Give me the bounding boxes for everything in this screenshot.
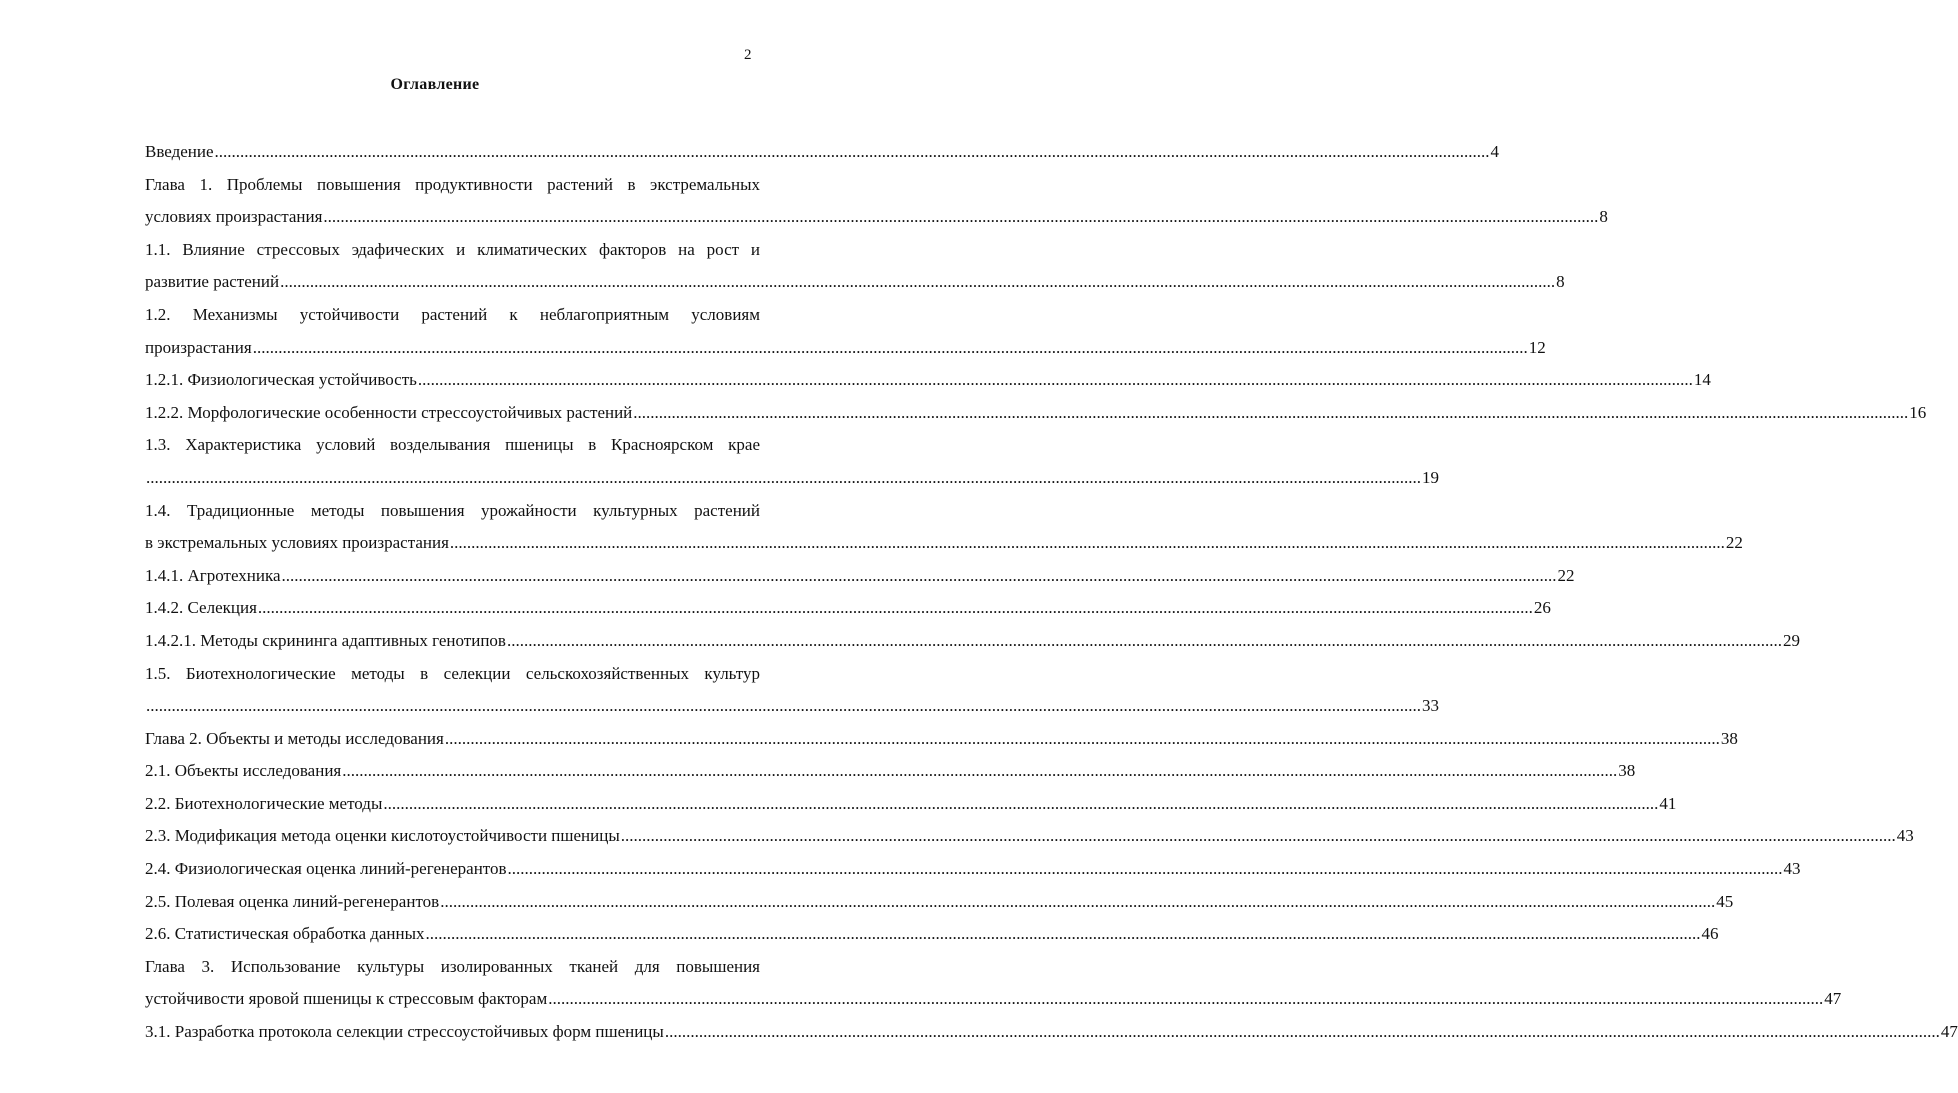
- dot-leader: ............................................................................................................................................................................................................................................................................................................: [506, 630, 1782, 650]
- toc-page-number: 46: [1701, 924, 1719, 944]
- dot-leader: ............................................................................................................................................................................................................................................................................................................: [548, 989, 1824, 1009]
- toc-entry-text: Глава 2. Объекты и методы исследования: [145, 728, 444, 748]
- toc-entry-line: [145, 592, 1551, 625]
- toc-title: Оглавление: [390, 76, 480, 93]
- toc-entry-text: Введение: [145, 142, 214, 161]
- toc-page-number: 22: [1557, 565, 1575, 585]
- toc-entry-heading-line: 1.5. Биотехнологические методы в селекции сельскохозяйственных культур: [145, 663, 760, 683]
- toc-entry-line: [145, 462, 1439, 495]
- dot-leader: ............................................................................................................................................................................................................................................................................................................: [664, 1022, 1940, 1042]
- toc-entry-text: 1.4.2. Селекция: [145, 598, 257, 618]
- toc-page-number: 16: [1909, 402, 1927, 422]
- toc-entry[interactable]: [145, 1016, 1958, 1049]
- toc-page-number: 45: [1716, 891, 1734, 911]
- toc-entry[interactable]: [145, 788, 1677, 821]
- dot-leader: ............................................................................................................................................................................................................................................................................................................: [620, 826, 1896, 846]
- toc-entry-text: 1.4.2.1. Методы скрининга адаптивных генотипов: [145, 630, 506, 650]
- toc-entry[interactable]: [145, 592, 1551, 625]
- toc-entry-text: в экстремальных условиях произрастания: [145, 533, 449, 553]
- toc-page-number: 8: [1556, 272, 1565, 292]
- dot-leader: ............................................................................................................................................................................................................................................................................................................: [417, 370, 1693, 390]
- dot-leader: ............................................................................................................................................................................................................................................................................................................: [507, 859, 1783, 879]
- toc-entry-line: [145, 886, 1734, 919]
- toc-entry-text: развитие растений: [145, 272, 280, 292]
- toc-entry[interactable]: [145, 429, 1439, 494]
- toc-entry[interactable]: [145, 495, 1743, 560]
- toc-entry-text: 2.6. Статистическая обработка данных: [145, 924, 425, 944]
- toc-entry-line: [145, 332, 1546, 365]
- toc-page-number: 38: [1720, 728, 1738, 748]
- table-of-contents: [145, 136, 1958, 1049]
- dot-leader: ............................................................................................................................................................................................................................................................................................................: [444, 728, 1720, 748]
- toc-entry[interactable]: [145, 723, 1738, 756]
- toc-entry-text: 1.2.1. Физиологическая устойчивость: [145, 370, 417, 390]
- toc-entry-heading-line: Глава 1. Проблемы повышения продуктивности растений в экстремальных: [145, 174, 760, 194]
- toc-page-number: 47: [1940, 1022, 1958, 1042]
- toc-entry-text: 2.2. Биотехнологические методы: [145, 793, 383, 813]
- toc-entry[interactable]: [145, 886, 1734, 919]
- toc-entry-text: 2.3. Модификация метода оценки кислотоустойчивости пшеницы: [145, 826, 620, 846]
- toc-entry-line: [145, 560, 1575, 593]
- toc-page-number: 29: [1782, 630, 1800, 650]
- toc-entry-text: произрастания: [145, 337, 252, 357]
- toc-page-number: 22: [1725, 533, 1743, 553]
- toc-entry[interactable]: [145, 918, 1719, 951]
- toc-entry-line: [145, 266, 1565, 299]
- dot-leader: ............................................................................................................................................................................................................................................................................................................: [146, 467, 1421, 487]
- dot-leader: ............................................................................................................................................................................................................................................................................................................: [449, 533, 1725, 553]
- toc-entry[interactable]: [145, 234, 1565, 299]
- toc-page-number: 4: [1490, 142, 1500, 161]
- toc-page-number: 41: [1659, 793, 1677, 813]
- toc-entry-line: [145, 820, 1914, 853]
- toc-page-number: 12: [1528, 337, 1546, 357]
- toc-entry-text: 2.4. Физиологическая оценка линий-регенерантов: [145, 859, 507, 879]
- toc-page-number: 19: [1422, 467, 1439, 487]
- toc-page-number: 47: [1824, 989, 1842, 1009]
- toc-page-number: 14: [1693, 370, 1711, 390]
- toc-entry[interactable]: [145, 951, 1842, 1016]
- toc-entry-line: [145, 853, 1801, 886]
- toc-entry-line: [145, 397, 1927, 430]
- toc-entry[interactable]: [145, 853, 1801, 886]
- toc-entry-line: [145, 788, 1677, 821]
- toc-page-number: 38: [1618, 761, 1636, 781]
- toc-entry[interactable]: [145, 658, 1439, 723]
- toc-entry-line: [145, 723, 1738, 756]
- dot-leader: ............................................................................................................................................................................................................................................................................................................: [633, 402, 1909, 422]
- toc-page-number: 33: [1422, 696, 1439, 716]
- dot-leader: ............................................................................................................................................................................................................................................................................................................: [214, 142, 1490, 161]
- toc-entry-line: [145, 1016, 1958, 1049]
- toc-entry-line: [145, 983, 1842, 1016]
- toc-entry-text: 3.1. Разработка протокола селекции стрессоустойчивых форм пшеницы: [145, 1022, 664, 1042]
- toc-entry[interactable]: [145, 136, 1500, 169]
- toc-entry-text: 1.4.1. Агротехника: [145, 565, 281, 585]
- toc-entry[interactable]: [145, 560, 1575, 593]
- toc-entry-text: условиях произрастания: [145, 207, 323, 227]
- dot-leader: ............................................................................................................................................................................................................................................................................................................: [383, 793, 1659, 813]
- toc-entry-line: [145, 690, 1439, 723]
- dot-leader: ............................................................................................................................................................................................................................................................................................................: [280, 272, 1556, 292]
- toc-entry-text: 2.5. Полевая оценка линий-регенерантов: [145, 891, 440, 911]
- toc-entry-heading-line: 1.3. Характеристика условий возделывания пшеницы в Красноярском крае: [145, 435, 760, 455]
- toc-entry-text: 2.1. Объекты исследования: [145, 761, 342, 781]
- toc-entry[interactable]: [145, 169, 1608, 234]
- toc-entry[interactable]: [145, 364, 1711, 397]
- toc-page-number: 8: [1599, 207, 1608, 227]
- toc-entry-line: [145, 625, 1800, 658]
- toc-entry-line: [145, 527, 1743, 560]
- toc-entry-heading-line: 1.2. Механизмы устойчивости растений к неблагоприятным условиям: [145, 304, 760, 324]
- toc-entry-line: [145, 201, 1608, 234]
- dot-leader: ............................................................................................................................................................................................................................................................................................................: [323, 207, 1599, 227]
- toc-entry[interactable]: [145, 625, 1800, 658]
- toc-entry[interactable]: [145, 755, 1636, 788]
- dot-leader: ............................................................................................................................................................................................................................................................................................................: [281, 565, 1557, 585]
- dot-leader: ............................................................................................................................................................................................................................................................................................................: [440, 891, 1716, 911]
- toc-entry-line: [145, 755, 1636, 788]
- page-number: 2: [744, 47, 752, 63]
- toc-page-number: 43: [1783, 859, 1801, 879]
- dot-leader: ............................................................................................................................................................................................................................................................................................................: [146, 696, 1421, 716]
- toc-entry-text: устойчивости яровой пшеницы к стрессовым факторам: [145, 989, 548, 1009]
- toc-page-number: 43: [1896, 826, 1914, 846]
- toc-entry-line: [145, 364, 1711, 397]
- dot-leader: ............................................................................................................................................................................................................................................................................................................: [342, 761, 1618, 781]
- toc-entry-heading-line: 1.1. Влияние стрессовых эдафических и климатических факторов на рост и: [145, 239, 760, 259]
- toc-entry[interactable]: [145, 820, 1914, 853]
- toc-entry-line: [145, 918, 1719, 951]
- dot-leader: ............................................................................................................................................................................................................................................................................................................: [425, 924, 1701, 944]
- toc-entry[interactable]: [145, 397, 1927, 430]
- toc-entry-heading-line: 1.4. Традиционные методы повышения урожайности культурных растений: [145, 500, 760, 520]
- toc-entry-text: 1.2.2. Морфологические особенности стрессоустойчивых растений: [145, 402, 633, 422]
- dot-leader: ............................................................................................................................................................................................................................................................................................................: [257, 598, 1533, 618]
- dot-leader: ............................................................................................................................................................................................................................................................................................................: [252, 337, 1528, 357]
- toc-entry[interactable]: [145, 299, 1546, 364]
- toc-entry-heading-line: Глава 3. Использование культуры изолированных тканей для повышения: [145, 956, 760, 976]
- toc-entry-line: [145, 136, 1500, 169]
- toc-page-number: 26: [1533, 598, 1551, 618]
